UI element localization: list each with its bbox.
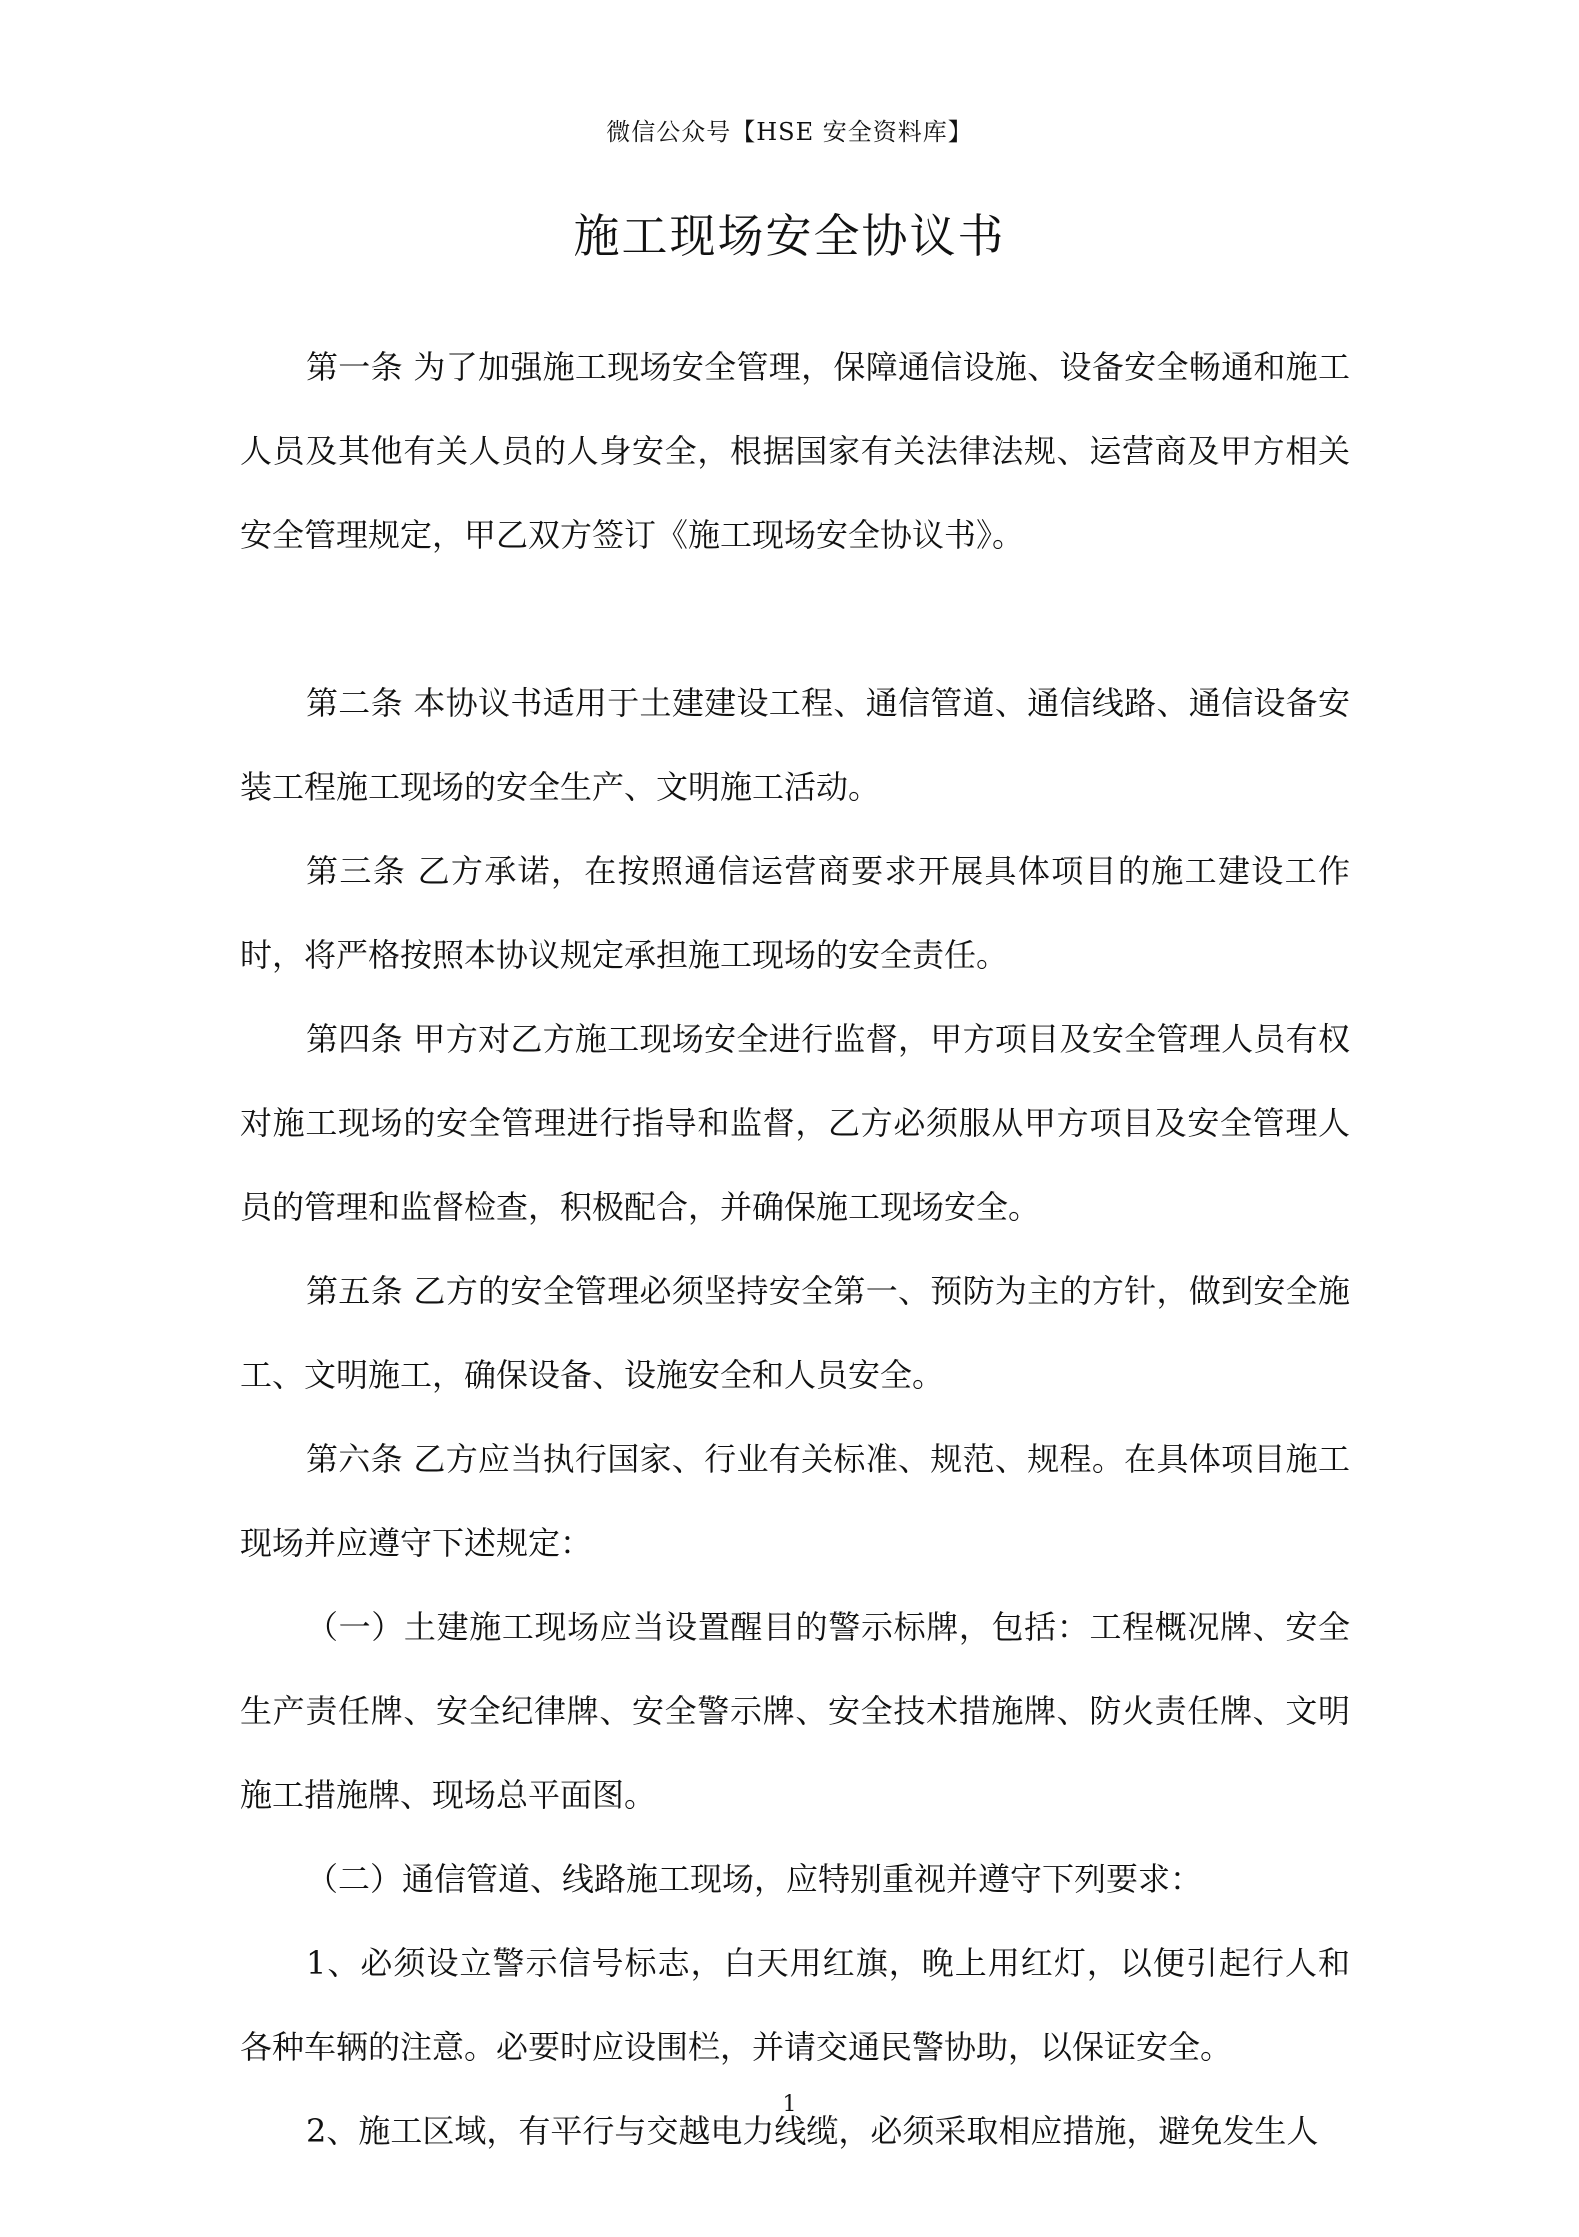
article-1: 第一条 为了加强施工现场安全管理，保障通信设施、设备安全畅通和施工人员及其他有关人员的人身安全，根据国家有关法律法规、运营商及甲方相关安全管理规定，甲乙双方签订《施工现场安全协议书》。 xyxy=(240,348,1350,554)
clause-1: （一）土建施工现场应当设置醒目的警示标牌，包括：工程概况牌、安全生产责任牌、安全纪律牌、安全警示牌、安全技术措施牌、防火责任牌、文明施工措施牌、现场总平面图。 xyxy=(240,1608,1350,1814)
article-2: 第二条 本协议书适用于土建建设工程、通信管道、通信线路、通信设备安装工程施工现场的安全生产、文明施工活动。 xyxy=(240,684,1350,806)
article-3: 第三条 乙方承诺，在按照通信运营商要求开展具体项目的施工建设工作时，将严格按照本协议规定承担施工现场的安全责任。 xyxy=(240,852,1350,974)
item-2: 2、施工区域，有平行与交越电力线缆，必须采取相应措施，避免发生人 xyxy=(306,2112,1319,2150)
article-5: 第五条 乙方的安全管理必须坚持安全第一、预防为主的方针，做到安全施工、文明施工，确保设备、设施安全和人员安全。 xyxy=(240,1272,1350,1394)
article-4: 第四条 甲方对乙方施工现场安全进行监督，甲方项目及安全管理人员有权对施工现场的安全管理进行指导和监督，乙方必须服从甲方项目及安全管理人员的管理和监督检查，积极配合，并确保施工现场安全。 xyxy=(240,1020,1350,1226)
article-6: 第六条 乙方应当执行国家、行业有关标准、规范、规程。在具体项目施工现场并应遵守下述规定： xyxy=(240,1440,1350,1562)
document-body xyxy=(240,325,1350,2173)
clause-2: （二）通信管道、线路施工现场，应特别重视并遵守下列要求： xyxy=(306,1860,1203,1898)
document-title: 施工现场安全协议书 xyxy=(573,209,1006,263)
page-number: 1 xyxy=(782,2092,797,2117)
header-note: 微信公众号【HSE 安全资料库】 xyxy=(606,118,973,146)
item-1: 1、必须设立警示信号标志，白天用红旗，晚上用红灯，以便引起行人和各种车辆的注意。必要时应设围栏，并请交通民警协助，以保证安全。 xyxy=(240,1944,1350,2066)
